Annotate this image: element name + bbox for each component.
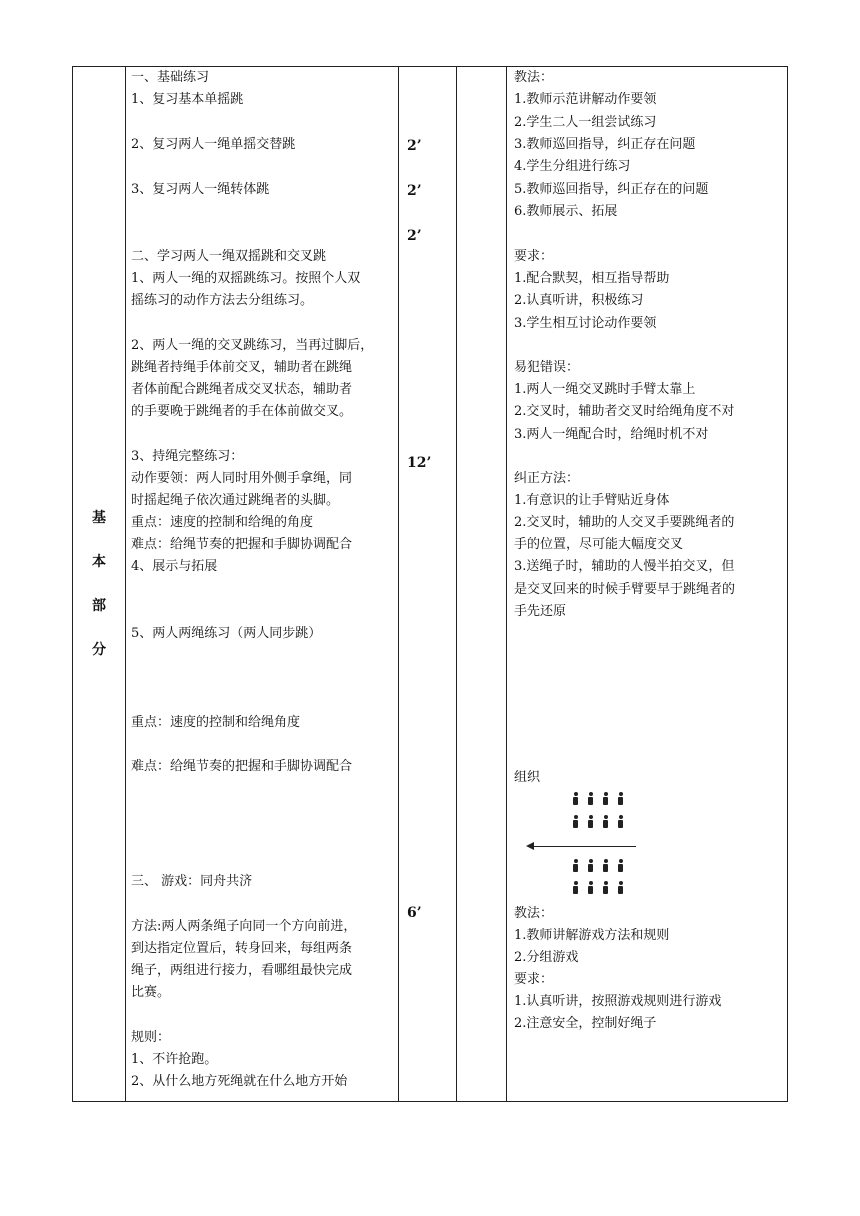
person-icon [601, 792, 610, 805]
content-line: 三、 游戏：同舟共济 [131, 874, 253, 889]
content-line: 重点：速度的控制和给绳角度 [131, 715, 301, 730]
method-line: 手先还原 [514, 604, 567, 619]
duration-label: 12’ [407, 455, 432, 471]
lesson-plan-table [72, 66, 788, 1102]
content-line: 摇练习的动作方法去分组练习。 [131, 293, 314, 308]
content-line: 方法:两人两条绳子向同一个方向前进， [131, 919, 357, 934]
content-line: 3、复习两人一绳转体跳 [131, 182, 270, 197]
direction-arrow-icon [528, 846, 636, 847]
content-line: 4、展示与拓展 [131, 559, 218, 574]
duration-label: 2’ [407, 228, 422, 244]
content-line: 二、学习两人一绳双摇跳和交叉跳 [131, 249, 327, 264]
section-label-char: 本 [92, 554, 106, 570]
content-line: 时摇起绳子依次通过跳绳者的头脚。 [131, 493, 340, 508]
method-line: 2.学生二人一组尝试练习 [514, 115, 657, 130]
method-line: 1.教师示范讲解动作要领 [514, 92, 657, 107]
person-icon [616, 859, 625, 872]
section-label-char: 基 [92, 510, 106, 526]
person-icon [571, 881, 580, 894]
person-icon [616, 792, 625, 805]
content-line: 2、两人一绳的交叉跳练习，当再过脚后， [131, 338, 374, 353]
content-line: 的手要晚于跳绳者的手在体前做交叉。 [131, 404, 353, 419]
method-line: 3.两人一绳配合时，给绳时机不对 [514, 427, 709, 442]
person-icon [601, 859, 610, 872]
formation-row-1 [571, 792, 625, 805]
method-line: 5.教师巡回指导，纠正存在的问题 [514, 182, 709, 197]
content-line: 者体前配合跳绳者成交叉状态，辅助者 [131, 382, 353, 397]
person-icon [601, 881, 610, 894]
section-label-char: 部 [92, 598, 106, 614]
content-line: 绳子，两组进行接力，看哪组最快完成 [131, 963, 353, 978]
method-line: 3.教师巡回指导，纠正存在问题 [514, 137, 696, 152]
method-line: 1.认真听讲，按照游戏规则进行游戏 [514, 994, 722, 1009]
content-line: 重点：速度的控制和给绳的角度 [131, 515, 314, 530]
person-icon [586, 792, 595, 805]
content-line: 1、复习基本单摇跳 [131, 92, 244, 107]
content-line: 2、从什么地方死绳就在什么地方开始 [131, 1074, 348, 1089]
method-line: 教法： [514, 70, 554, 85]
duration-label: 6’ [407, 905, 422, 921]
method-line: 3.送绳子时，辅助的人慢半拍交叉，但 [514, 559, 735, 574]
method-line: 2.分组游戏 [514, 950, 579, 965]
column-divider [398, 67, 399, 1101]
content-line: 2、复习两人一绳单摇交替跳 [131, 137, 296, 152]
method-line: 易犯错误： [514, 360, 580, 375]
person-icon [571, 859, 580, 872]
content-line: 1、不许抢跑。 [131, 1052, 218, 1067]
column-divider [125, 67, 126, 1101]
content-line: 难点：给绳节奏的把握和手脚协调配合 [131, 537, 353, 552]
section-label-char: 分 [92, 642, 106, 658]
method-line: 1.两人一绳交叉跳时手臂太靠上 [514, 382, 696, 397]
method-line: 4.学生分组进行练习 [514, 159, 631, 174]
method-line: 1.有意识的让手臂贴近身体 [514, 493, 670, 508]
person-icon [601, 815, 610, 828]
method-line: 手的位置，尽可能大幅度交叉 [514, 537, 684, 552]
method-line: 要求： [514, 249, 554, 264]
content-line: 动作要领：两人同时用外侧手拿绳，同 [131, 471, 353, 486]
column-divider [456, 67, 457, 1101]
person-icon [586, 815, 595, 828]
method-line: 要求： [514, 972, 554, 987]
duration-label: 2’ [407, 138, 422, 154]
duration-label: 2’ [407, 183, 422, 199]
content-line: 规则： [131, 1030, 171, 1045]
person-icon [586, 881, 595, 894]
content-line: 到达指定位置后，转身回来，每组两条 [131, 941, 353, 956]
method-line: 组织 [514, 770, 541, 785]
person-icon [586, 859, 595, 872]
content-line: 5、两人两绳练习（两人同步跳） [131, 626, 322, 641]
formation-row-2 [571, 815, 625, 828]
column-divider [506, 67, 507, 1101]
method-line: 6.教师展示、拓展 [514, 204, 618, 219]
content-line: 跳绳者持绳手体前交叉，辅助者在跳绳 [131, 360, 353, 375]
method-line: 教法： [514, 906, 554, 921]
method-line: 3.学生相互讨论动作要领 [514, 316, 657, 331]
person-icon [616, 815, 625, 828]
method-line: 2.认真听讲，积极练习 [514, 293, 644, 308]
content-line: 1、两人一绳的双摇跳练习。按照个人双 [131, 271, 361, 286]
person-icon [571, 792, 580, 805]
formation-row-3 [571, 859, 625, 872]
person-icon [571, 815, 580, 828]
method-line: 是交叉回来的时候手臂要早于跳绳者的 [514, 582, 736, 597]
method-line: 纠正方法： [514, 471, 580, 486]
method-line: 2.交叉时，辅助者交叉时给绳角度不对 [514, 404, 735, 419]
content-line: 比赛。 [131, 985, 171, 1000]
content-line: 一、基础练习 [131, 70, 210, 85]
formation-row-4 [571, 881, 625, 894]
content-line: 3、持绳完整练习： [131, 449, 244, 464]
person-icon [616, 881, 625, 894]
content-line: 难点：给绳节奏的把握和手脚协调配合 [131, 759, 353, 774]
method-line: 2.交叉时，辅助的人交叉手要跳绳者的 [514, 515, 735, 530]
method-line: 1.配合默契，相互指导帮助 [514, 271, 670, 286]
method-line: 1.教师讲解游戏方法和规则 [514, 928, 670, 943]
method-line: 2.注意安全，控制好绳子 [514, 1016, 657, 1031]
